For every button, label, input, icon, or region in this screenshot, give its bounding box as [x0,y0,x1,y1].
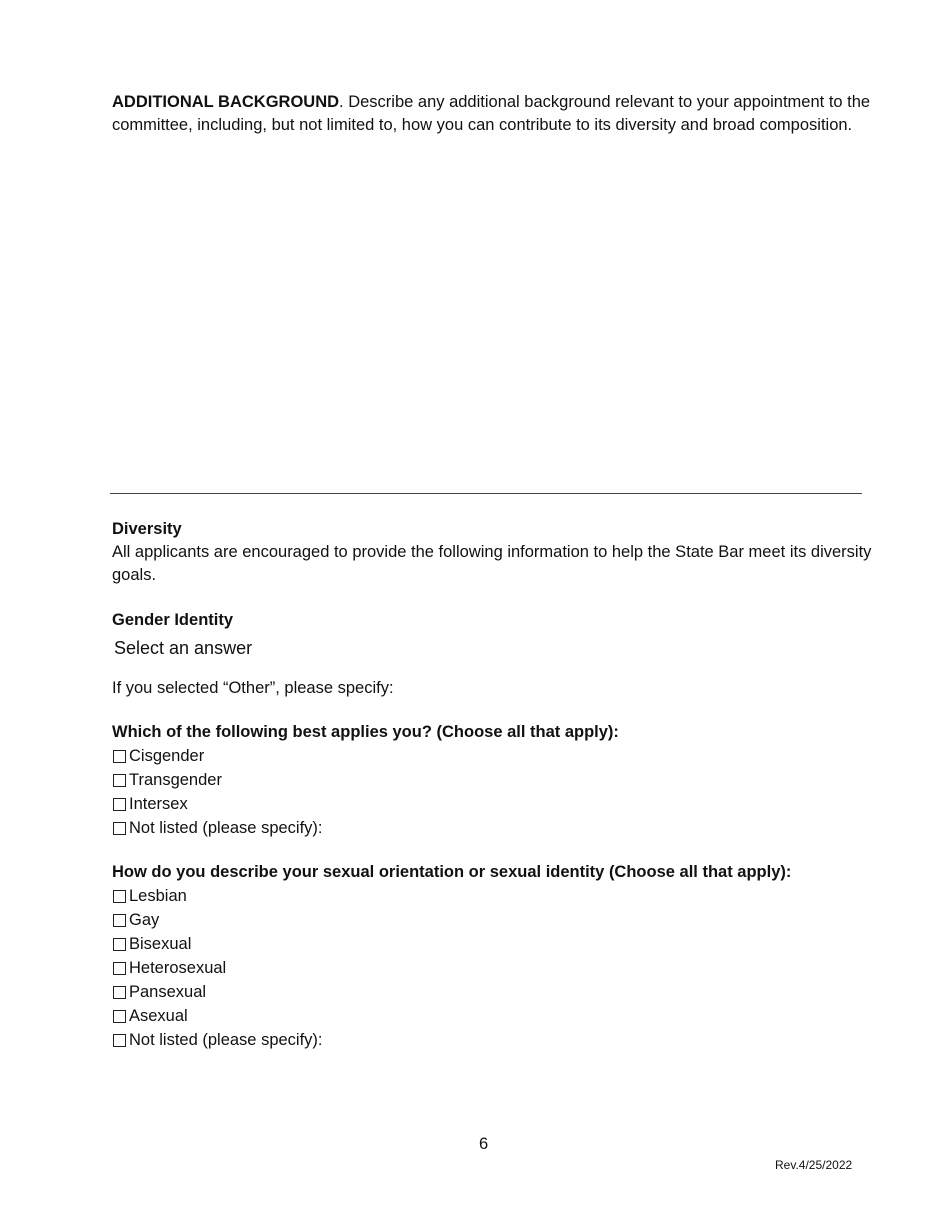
checkbox-pansexual[interactable] [112,981,206,1003]
checkbox-label: Transgender [129,771,222,789]
diversity-heading: Diversity [112,520,182,538]
checkbox-icon[interactable] [113,890,126,903]
checkbox-label: Gay [129,911,160,929]
checkbox-bisexual[interactable] [112,933,191,955]
checkbox-label: Intersex [129,795,188,813]
other-specify-label: If you selected “Other”, please specify: [112,679,394,697]
additional-background-text: . Describe any additional background relevant to your appointment to the committee, including, but not limited to, how you can contribute to its diversity and broad composition. [112,93,871,134]
checkbox-icon[interactable] [113,962,126,975]
checkbox-orientation-not-listed[interactable] [112,1029,323,1051]
checkbox-icon[interactable] [113,750,126,763]
checkbox-label: Pansexual [129,983,207,1001]
checkbox-icon[interactable] [113,914,126,927]
gender-identity-heading: Gender Identity [112,611,234,629]
applies-question: Which of the following best applies you? (Choose all that apply): [112,723,619,741]
checkbox-gender-not-listed[interactable] [112,817,323,839]
checkbox-intersex[interactable] [112,793,188,815]
checkbox-icon[interactable] [113,822,126,835]
section-divider [110,493,862,494]
checkbox-label: Lesbian [129,887,187,905]
checkbox-gay[interactable] [112,909,159,931]
additional-background-paragraph [112,91,872,137]
checkbox-icon[interactable] [113,774,126,787]
checkbox-label: Not listed (please specify): [129,1031,323,1049]
additional-background-heading: ADDITIONAL BACKGROUND [112,93,340,111]
checkbox-icon[interactable] [113,938,126,951]
revision-date: Rev.4/25/2022 [775,1158,853,1172]
diversity-intro: All applicants are encouraged to provide the following information to help the State Bar meet its diversity goals. [112,543,872,584]
checkbox-cisgender[interactable] [112,745,204,767]
checkbox-heterosexual[interactable] [112,957,226,979]
checkbox-transgender[interactable] [112,769,222,791]
checkbox-icon[interactable] [113,986,126,999]
checkbox-icon[interactable] [113,798,126,811]
checkbox-label: Not listed (please specify): [129,819,323,837]
checkbox-label: Asexual [129,1007,188,1025]
page-number: 6 [479,1135,489,1153]
checkbox-icon[interactable] [113,1034,126,1047]
checkbox-label: Heterosexual [129,959,227,977]
checkbox-label: Cisgender [129,747,205,765]
checkbox-asexual[interactable] [112,1005,188,1027]
orientation-question: How do you describe your sexual orientation or sexual identity (Choose all that apply): [112,863,792,881]
checkbox-lesbian[interactable] [112,885,187,907]
checkbox-icon[interactable] [113,1010,126,1023]
gender-identity-select[interactable]: Select an answer [114,638,253,658]
checkbox-label: Bisexual [129,935,192,953]
